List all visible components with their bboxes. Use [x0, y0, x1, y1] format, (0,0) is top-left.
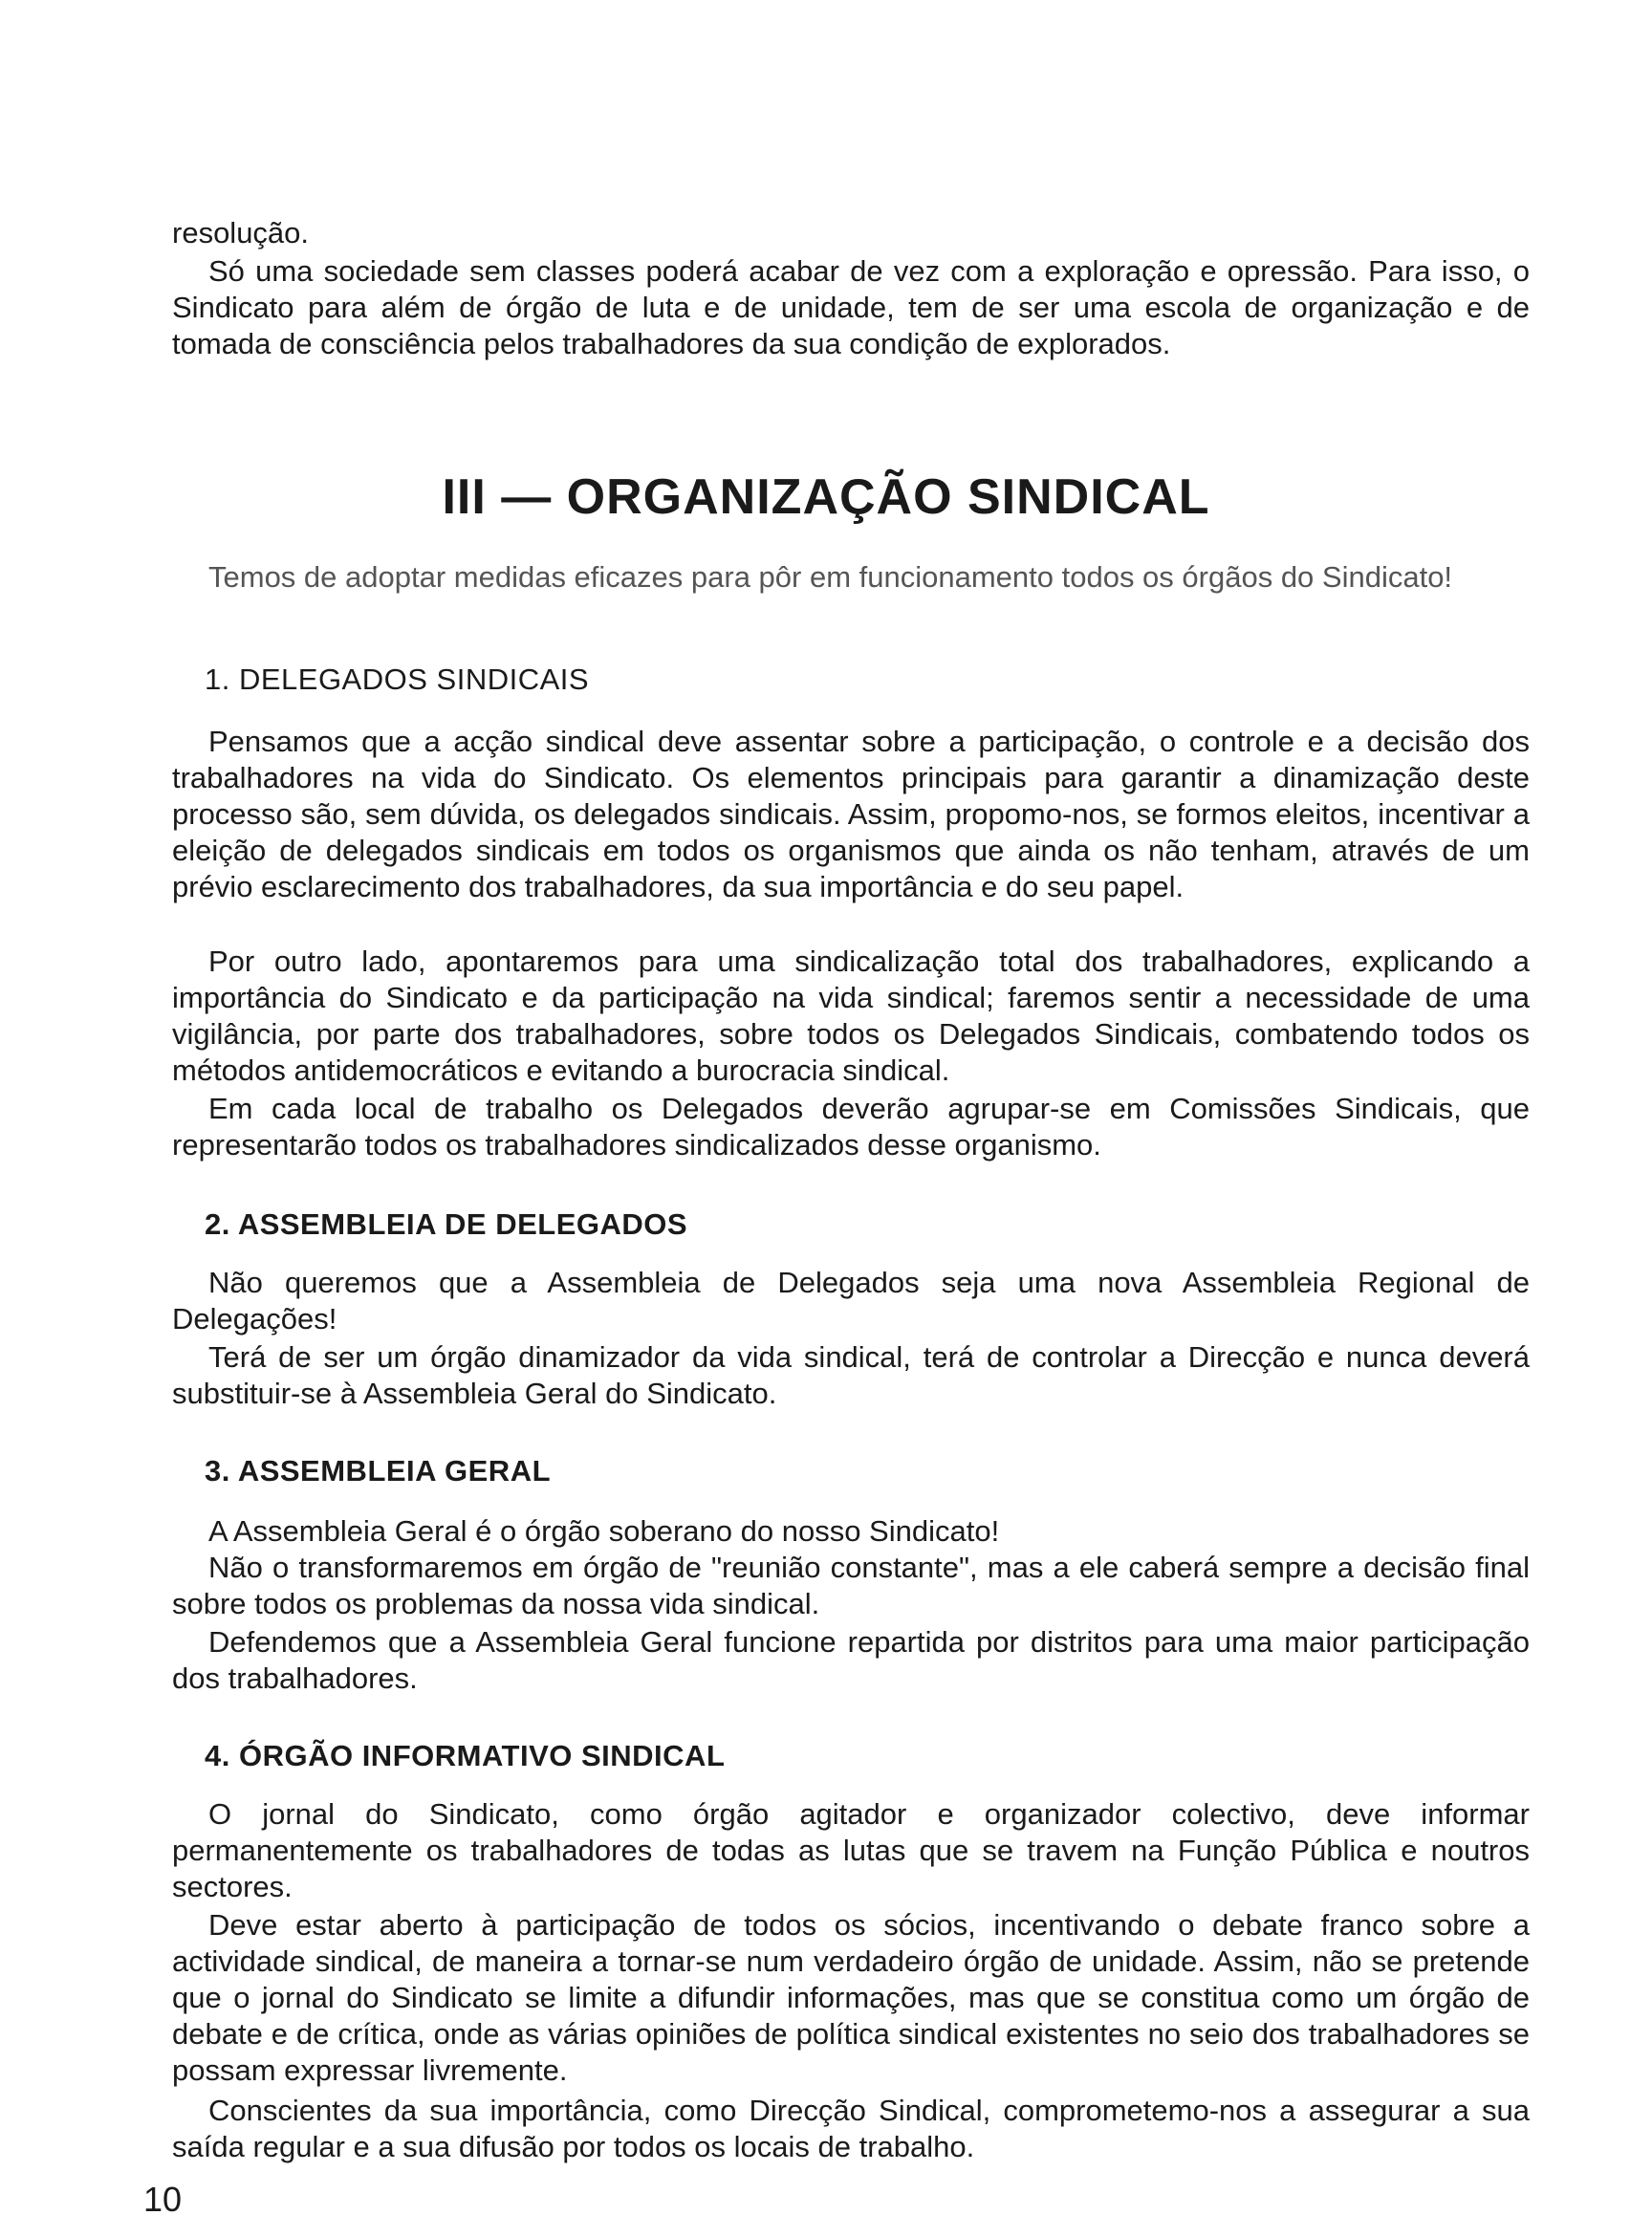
section-2-paragraph-2: Terá de ser um órgão dinamizador da vida sindical, terá de controlar a Direcção e nunca deverá substituir-se à Assembleia Geral do Sindicato.	[172, 1340, 1530, 1410]
section-1-paragraph-3: Em cada local de trabalho os Delegados deverão agrupar-se em Comissões Sindicais, que representarão todos os trabalhadores sindicalizados desse organismo.	[172, 1092, 1530, 1162]
section-heading-3: 3. ASSEMBLEIA GERAL	[205, 1454, 552, 1488]
intro-paragraph-1: resolução.	[172, 216, 310, 250]
section-3-paragraph-1: A Assembleia Geral é o órgão soberano do nosso Sindicato!	[208, 1514, 1000, 1548]
section-4-paragraph-3: Conscientes da sua importância, como Direcção Sindical, comprometemo-nos a assegurar a sua saída regular e a sua difusão por todos os locais de trabalho.	[172, 2094, 1530, 2163]
chapter-intro: Temos de adoptar medidas eficazes para pôr em funcionamento todos os órgãos do Sindicato!	[208, 560, 1453, 594]
section-4-paragraph-2: Deve estar aberto à participação de todos os sócios, incentivando o debate franco sobre a actividade sindical, de maneira a tornar-se num verdadeiro órgão de unidade. Assim, não se pretende que o jornal do Sindicato se limite a difundir informações, mas que se constitua como um órgão de debate e de crítica, onde as várias opiniões de política sindical existentes no seio dos trabalhadores se possam expressar livremente.	[172, 1908, 1530, 2087]
section-heading-1: 1. DELEGADOS SINDICAIS	[205, 662, 590, 696]
intro-paragraph-2: Só uma sociedade sem classes poderá acabar de vez com a exploração e opressão. Para isso, o Sindicato para além de órgão de luta e de unidade, tem de ser uma escola de organização e de tomada de consciência pelos trabalhadores da sua condição de explorados.	[172, 254, 1530, 360]
chapter-title: III — ORGANIZAÇÃO SINDICAL	[442, 469, 1210, 525]
section-heading-2: 2. ASSEMBLEIA DE DELEGADOS	[205, 1207, 688, 1241]
section-3-paragraph-3: Defendemos que a Assembleia Geral funcione repartida por distritos para uma maior participação dos trabalhadores.	[172, 1625, 1530, 1695]
page-number: 10	[143, 2180, 183, 2219]
section-4-paragraph-1: O jornal do Sindicato, como órgão agitador e organizador colectivo, deve informar permanentemente os trabalhadores de todas as lutas que se travem na Função Pública e noutros sectores.	[172, 1797, 1530, 1903]
section-1-paragraph-2: Por outro lado, apontaremos para uma sindicalização total dos trabalhadores, explicando a importância do Sindicato e da participação na vida sindical; faremos sentir a necessidade de uma vigilância, por parte dos trabalhadores, sobre todos os Delegados Sindicais, combatendo todos os métodos antidemocráticos e evitando a burocracia sindical.	[172, 945, 1530, 1087]
section-2-paragraph-1: Não queremos que a Assembleia de Delegados seja uma nova Assembleia Regional de Delegações!	[172, 1266, 1530, 1336]
section-heading-4: 4. ÓRGÃO INFORMATIVO SINDICAL	[205, 1739, 726, 1772]
section-3-paragraph-2: Não o transformaremos em órgão de "reunião constante", mas a ele caberá sempre a decisão final sobre todos os problemas da nossa vida sindical.	[172, 1551, 1530, 1620]
section-1-paragraph-1: Pensamos que a acção sindical deve assentar sobre a participação, o controle e a decisão dos trabalhadores na vida do Sindicato. Os elementos principais para garantir a dinamização deste processo são, sem dúvida, os delegados sindicais. Assim, propomo-nos, se formos eleitos, incentivar a eleição de delegados sindicais em todos os organismos que ainda os não tenham, através de um prévio esclarecimento dos trabalhadores, da sua importância e do seu papel.	[172, 725, 1530, 903]
